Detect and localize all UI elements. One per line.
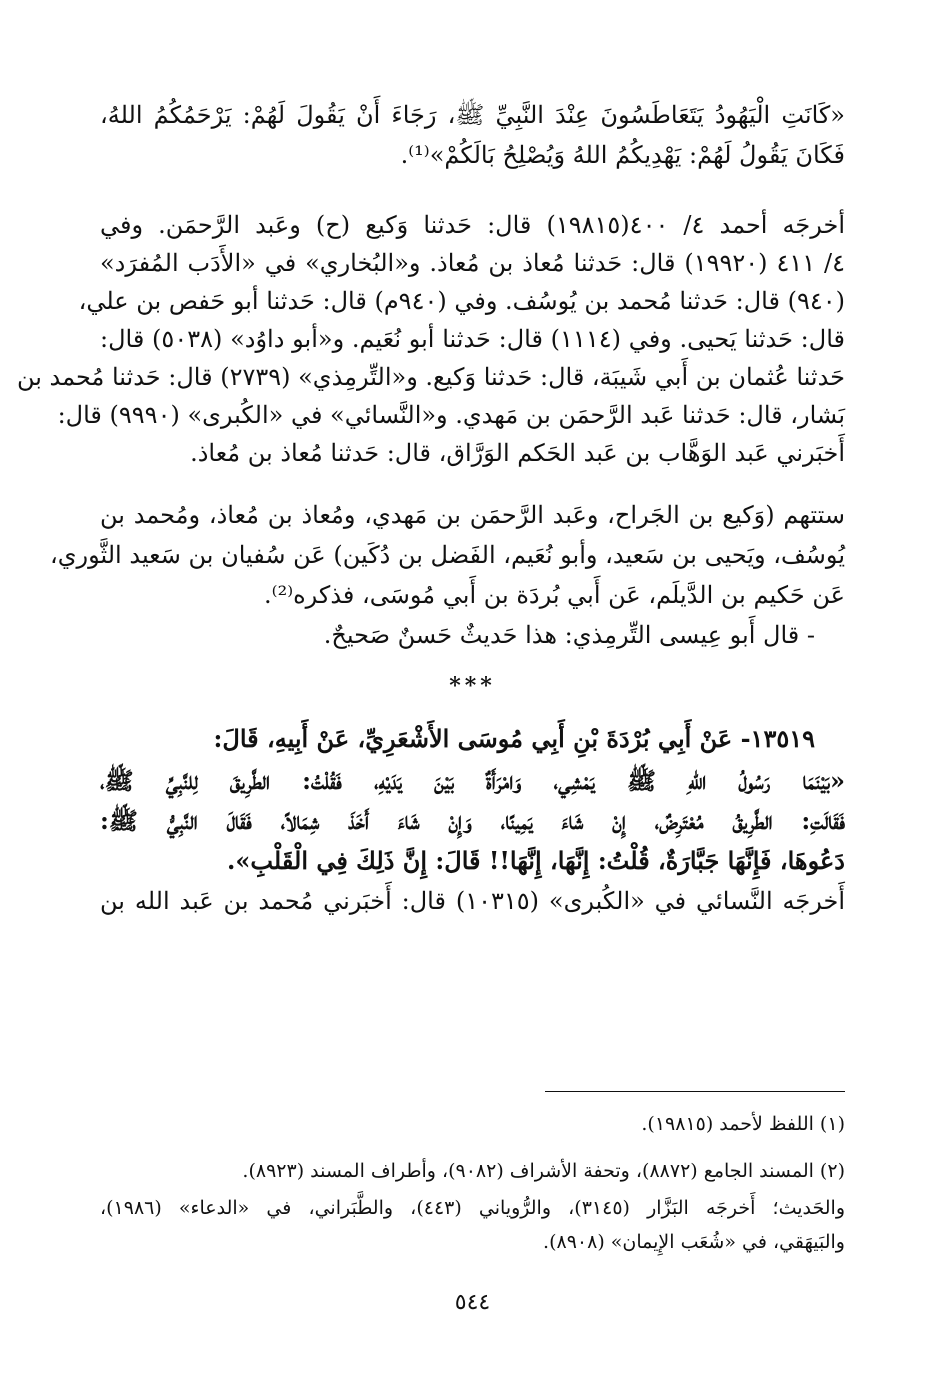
footnote-2: (٢) المسند الجامع (٨٨٧٢)، وتحفة الأشراف (٩٠٨٢)، وأطراف المسند (٨٩٢٣). bbox=[242, 1160, 845, 1182]
footnote-rule bbox=[545, 1091, 845, 1092]
takhrij-line: أَخبَرني عَبد الوَهَّاب بن عَبد الحَكم الوَرَّاق، قال: حَدثنا مُعاذ بن مُعاذ. bbox=[190, 439, 845, 467]
hadith-text-line: فَكَانَ يَقُولُ لَهُمْ: يَهْدِيكُمُ اللهُ وَيُصْلِحُ بَالَكُمْ»⁽¹⁾. bbox=[400, 141, 845, 169]
takhrij-line: ٤/ ٤١١ (١٩٩٢٠) قال: حَدثنا مُعاذ بن مُعاذ. و«البُخاري» في «الأَدَب المُفرَد» bbox=[100, 249, 846, 277]
takhrij-line: حَدثنا عُثمان بن أَبي شَيبَة، قال: حَدثنا وَكيع. و«التِّرمِذي» (٢٧٣٩) قال: حَدثنا مُحمد بن bbox=[16, 363, 845, 391]
hadith-heading: ١٣٥١٩- عَنْ أَبِي بُرْدَةَ بْنِ أَبِي مُوسَى الأَشْعَرِيِّ، عَنْ أَبِيهِ، قَالَ: bbox=[213, 724, 815, 753]
footnote-1: (١) اللفظ لأحمد (١٩٨١٥). bbox=[641, 1113, 845, 1135]
hadith-text-line: «بَيْنَمَا رَسُولُ اللهِ ﷺ يَمْشِي، وَامْرَأَةٌ بَيْنَ يَدَيْهِ، فَقُلْتُ: الطَّرِيقَ لِلنَّبِيِّ ﷺ، bbox=[100, 766, 846, 795]
tirmidhi-remark: - قال أَبو عِيسى التِّرمِذي: هذا حَديثٌ حَسنٌ صَحيحٌ. bbox=[323, 621, 815, 649]
isnad-line: ستتهم (وَكيع بن الجَراح، وعَبد الرَّحمَن بن مَهدي، ومُعاذ بن مُعاذ، ومُحمد بن bbox=[100, 501, 845, 529]
takhrij-line: بَشار، قال: حَدثنا عَبد الرَّحمَن بن مَهدي. و«النَّسائي» في «الكُبرى» (٩٩٩٠) قال: bbox=[57, 401, 845, 429]
footnote-2-line: والبَيهَقي، في «شُعَب الإِيمان» (٨٩٠٨). bbox=[543, 1231, 845, 1253]
hadith-text-line: دَعُوهَا، فَإِنَّهَا جَبَّارَةٌ، قُلْتُ: إِنَّهَا، إِنَّهَا!! قَالَ: إِنَّ ذَلِكَ فِي الْقَلْبِ». bbox=[227, 846, 845, 875]
section-separator: *** bbox=[449, 673, 496, 699]
takhrij-line: أخرجَه أحمد ٤/ ٤٠٠(١٩٨١٥) قال: حَدثنا وَكيع (ح) وعَبد الرَّحمَن. وفي bbox=[100, 211, 846, 239]
isnad-line: عَن حَكيم بن الدَّيلَم، عَن أَبي بُردَة بن أَبي مُوسَى، فذكره⁽²⁾. bbox=[264, 581, 845, 609]
isnad-line: يُوسُف، ويَحيى بن سَعيد، وأبو نُعَيم، الفَضل بن دُكَين) عَن سُفيان بن سَعيد الثَّوري، bbox=[49, 541, 845, 569]
takhrij-line: أَخرجَه النَّسائي في «الكُبرى» (١٠٣١٥) قال: أَخبَرني مُحمد بن عَبد الله بن bbox=[100, 887, 845, 915]
footnote-2-line: والحَديث؛ أَخرجَه البَزَّار (٣١٤٥)، والرُّوياني (٤٤٣)، والطَّبَراني، في «الدعاء» (١٩٨٦)، bbox=[100, 1197, 845, 1219]
page-number: ٥٤٤ bbox=[454, 1290, 491, 1315]
hadith-text-line: «كَانَتِ الْيَهُودُ يَتَعَاطَسُونَ عِنْدَ النَّبِيِّ ﷺ، رَجَاءَ أَنْ يَقُولَ لَهُمْ: يَرْحَمُكُمُ اللهُ، bbox=[100, 101, 845, 129]
hadith-text-line: فَقَالَتِ: الطَّرِيقُ مُعْتَرِضٌ، إِنْ شَاءَ يَمِينًا، وَإِنْ شَاءَ أَخَذَ شِمَالاً، فَقَالَ النَّبِيُّ ﷺ: bbox=[100, 806, 845, 835]
takhrij-line: قال: حَدثنا يَحيى. وفي (١١١٤) قال: حَدثنا أبو نُعَيم. و«أبو داوُد» (٥٠٣٨) قال: bbox=[100, 325, 845, 353]
takhrij-line: (٩٤٠) قال: حَدثنا مُحمد بن يُوسُف. وفي (٩٤٠م) قال: حَدثنا أبو حَفص بن علي، bbox=[78, 287, 845, 315]
